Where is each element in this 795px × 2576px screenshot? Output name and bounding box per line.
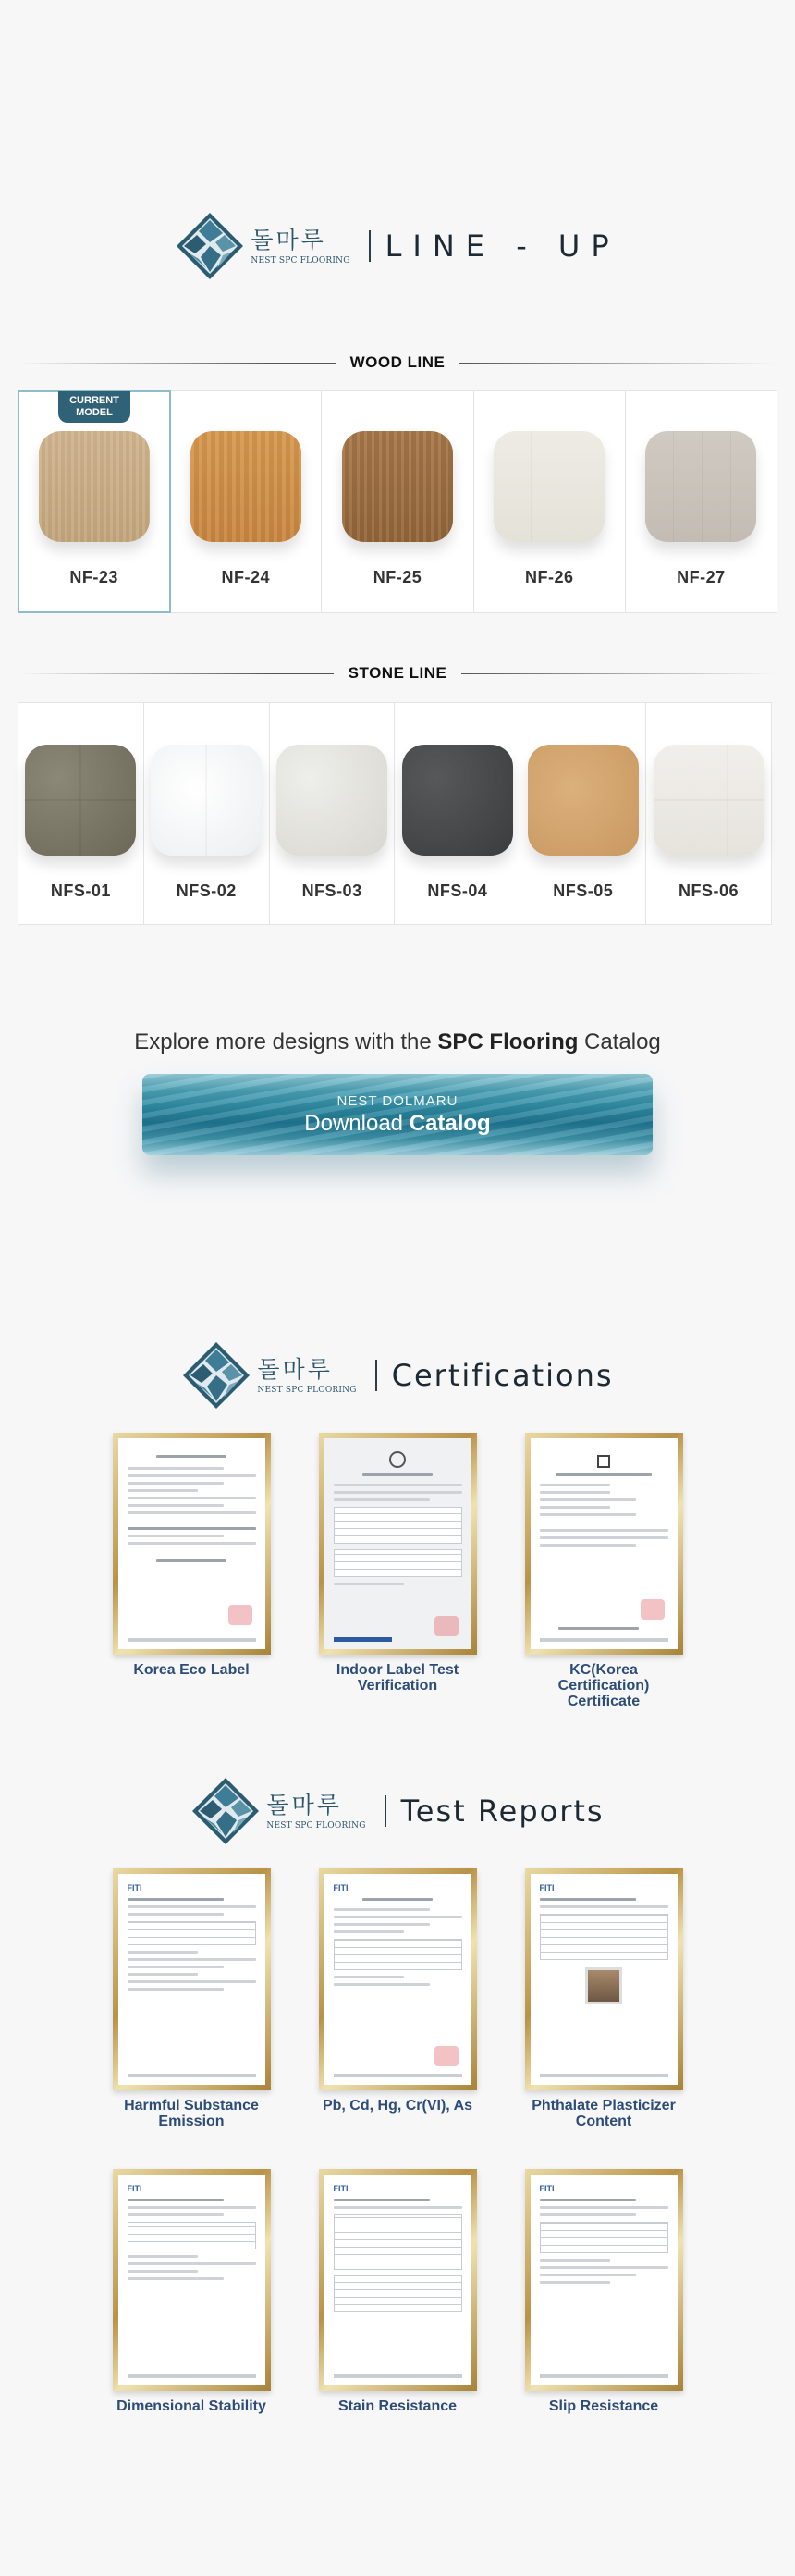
brand-name-korean: 돌마루 bbox=[266, 1792, 342, 1818]
product-code: NF-23 bbox=[69, 568, 118, 586]
current-model-badge: CURRENT MODEL bbox=[58, 391, 130, 423]
report-stain-resistance[interactable] bbox=[319, 2169, 477, 2414]
brand-logo[interactable] bbox=[181, 1340, 356, 1411]
swatch-nf-27 bbox=[645, 431, 756, 542]
certificate-thumbnail bbox=[118, 1438, 265, 1649]
report-thumbnail: FITI bbox=[118, 2175, 265, 2385]
certificate-kc[interactable] bbox=[525, 1433, 683, 1709]
report-thumbnail: FITI bbox=[324, 1874, 471, 2085]
swatch-nfs-03 bbox=[276, 745, 387, 856]
report-frame bbox=[319, 2169, 477, 2391]
product-code: NF-27 bbox=[677, 568, 726, 586]
brand-divider bbox=[375, 1360, 377, 1391]
report-harmful-substance[interactable] bbox=[113, 1868, 271, 2129]
dolmaru-logo-icon bbox=[181, 1340, 251, 1411]
product-card-nf-24[interactable] bbox=[170, 391, 322, 612]
divider-left bbox=[18, 363, 336, 364]
brand-name-english: NEST SPC FLOORING bbox=[257, 1386, 357, 1395]
certifications-title: Certifications bbox=[391, 1358, 614, 1393]
product-card-nfs-01[interactable] bbox=[18, 703, 144, 924]
wood-line-title: WOOD LINE bbox=[349, 353, 446, 371]
product-code: NFS-06 bbox=[679, 881, 740, 900]
catalog-button-bold: Catalog bbox=[409, 1110, 491, 1136]
product-code: NF-26 bbox=[524, 568, 574, 586]
product-card-nfs-03[interactable] bbox=[270, 703, 396, 924]
product-code: NFS-04 bbox=[427, 881, 488, 900]
report-label: Pb, Cd, Hg, Cr(VI), As bbox=[322, 2098, 473, 2114]
report-dimensional-stability[interactable] bbox=[113, 2169, 271, 2414]
test-report-list-row-2 bbox=[0, 2169, 795, 2414]
product-code: NFS-01 bbox=[50, 881, 111, 900]
product-code: NFS-05 bbox=[553, 881, 614, 900]
brand-name-korean: 돌마루 bbox=[251, 227, 326, 253]
product-card-nfs-02[interactable] bbox=[144, 703, 270, 924]
report-label: Harmful Substance Emission bbox=[124, 2098, 259, 2129]
download-catalog-button[interactable] bbox=[142, 1074, 653, 1155]
dolmaru-logo-icon bbox=[190, 1776, 261, 1846]
swatch-nfs-05 bbox=[528, 745, 639, 856]
product-card-nf-26[interactable] bbox=[474, 391, 626, 612]
certificate-thumbnail bbox=[531, 1438, 678, 1649]
report-frame bbox=[319, 1868, 477, 2090]
stone-line-grid bbox=[18, 702, 772, 925]
swatch-nfs-02 bbox=[151, 745, 262, 856]
explore-bold: SPC Flooring bbox=[437, 1029, 579, 1054]
certificate-frame bbox=[113, 1433, 271, 1655]
product-code: NF-24 bbox=[221, 568, 271, 586]
report-thumbnail: FITI bbox=[531, 2175, 678, 2385]
test-report-list-row-1 bbox=[0, 1868, 795, 2129]
product-card-nf-25[interactable] bbox=[322, 391, 473, 612]
report-frame bbox=[525, 1868, 683, 2090]
lineup-title: LINE - UP bbox=[385, 228, 620, 264]
report-frame bbox=[113, 2169, 271, 2391]
brand-logo[interactable] bbox=[175, 211, 349, 281]
product-card-nf-27[interactable] bbox=[626, 391, 777, 612]
product-card-nf-23[interactable] bbox=[18, 391, 170, 612]
test-reports-title: Test Reports bbox=[400, 1793, 605, 1829]
certificate-indoor-label[interactable] bbox=[319, 1433, 477, 1709]
report-label: Dimensional Stability bbox=[116, 2398, 266, 2414]
certificate-frame bbox=[525, 1433, 683, 1655]
report-thumbnail: FITI bbox=[531, 1874, 678, 2085]
catalog-button-prefix: Download bbox=[304, 1110, 410, 1136]
report-frame bbox=[113, 1868, 271, 2090]
product-card-nfs-04[interactable] bbox=[395, 703, 520, 924]
test-reports-header bbox=[0, 1776, 795, 1846]
dolmaru-logo-icon bbox=[175, 211, 245, 281]
product-code: NFS-03 bbox=[301, 881, 362, 900]
certificate-label: KC(Korea Certification) Certificate bbox=[557, 1662, 650, 1709]
report-heavy-metals[interactable] bbox=[319, 1868, 477, 2129]
certificate-korea-eco-label[interactable] bbox=[113, 1433, 271, 1709]
report-phthalate[interactable] bbox=[525, 1868, 683, 2129]
report-label: Slip Resistance bbox=[548, 2398, 659, 2414]
swatch-nf-25 bbox=[342, 431, 453, 542]
wood-line-grid bbox=[18, 390, 777, 613]
divider-right bbox=[459, 363, 777, 364]
certification-list bbox=[0, 1433, 795, 1709]
report-slip-resistance[interactable] bbox=[525, 2169, 683, 2414]
certificate-label: Indoor Label Test Verification bbox=[336, 1662, 459, 1694]
swatch-nfs-01 bbox=[25, 745, 136, 856]
stone-line-title: STONE LINE bbox=[348, 664, 447, 682]
brand-name-english: NEST SPC FLOORING bbox=[266, 1821, 366, 1830]
product-code: NF-25 bbox=[373, 568, 422, 586]
report-label: Phthalate Plasticizer Content bbox=[532, 2098, 676, 2129]
certificate-frame bbox=[319, 1433, 477, 1655]
report-thumbnail: FITI bbox=[324, 2175, 471, 2385]
lineup-header bbox=[0, 211, 795, 281]
catalog-explore-text bbox=[0, 1029, 795, 1055]
stone-line-header bbox=[18, 664, 777, 683]
explore-prefix: Explore more designs with the bbox=[134, 1029, 438, 1054]
certificate-thumbnail bbox=[324, 1438, 471, 1649]
report-thumbnail: FITI bbox=[118, 1874, 265, 2085]
brand-divider bbox=[385, 1795, 386, 1827]
wood-line-header bbox=[18, 353, 777, 372]
swatch-nf-23 bbox=[39, 431, 150, 542]
explore-suffix: Catalog bbox=[578, 1029, 661, 1054]
product-card-nfs-05[interactable] bbox=[520, 703, 646, 924]
product-card-nfs-06[interactable] bbox=[646, 703, 771, 924]
report-frame bbox=[525, 2169, 683, 2391]
brand-logo[interactable] bbox=[190, 1776, 365, 1846]
divider-right bbox=[461, 673, 777, 674]
swatch-nf-24 bbox=[190, 431, 301, 542]
catalog-button-subtitle: NEST DOLMARU bbox=[336, 1092, 459, 1109]
report-label: Stain Resistance bbox=[337, 2398, 458, 2414]
swatch-nf-26 bbox=[494, 431, 605, 542]
product-code: NFS-02 bbox=[176, 881, 237, 900]
catalog-button-label bbox=[304, 1111, 490, 1137]
divider-left bbox=[18, 673, 334, 674]
certificate-label: Korea Eco Label bbox=[133, 1662, 250, 1678]
certifications-header bbox=[0, 1340, 795, 1411]
swatch-nfs-06 bbox=[654, 745, 764, 856]
brand-divider bbox=[369, 230, 371, 262]
swatch-nfs-04 bbox=[402, 745, 513, 856]
brand-name-korean: 돌마루 bbox=[257, 1356, 333, 1383]
brand-name-english: NEST SPC FLOORING bbox=[251, 256, 350, 265]
